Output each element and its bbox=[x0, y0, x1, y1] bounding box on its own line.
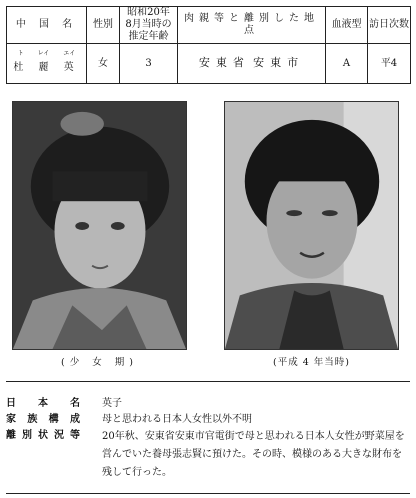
label-char: 構 bbox=[48, 414, 59, 425]
label-char: 家 bbox=[6, 414, 16, 425]
adult-portrait-image bbox=[225, 102, 398, 349]
header-age-line3: 推定年齢 bbox=[128, 31, 169, 42]
chinese-name: 杜 麗 英 bbox=[13, 62, 80, 73]
childhood-caption: (少 女 期) bbox=[61, 357, 138, 368]
label-char: 別 bbox=[22, 430, 32, 441]
label-char: 本 bbox=[38, 398, 48, 409]
label-char: 離 bbox=[6, 430, 16, 441]
label-char: 等 bbox=[70, 430, 80, 441]
row-japanese-name bbox=[6, 396, 410, 412]
value-japanese-name: 英子 bbox=[102, 398, 122, 409]
header-age-line2: 8月当時の bbox=[125, 19, 172, 30]
child-portrait-image bbox=[13, 102, 186, 349]
recent-photo bbox=[224, 101, 399, 350]
label-separation bbox=[6, 428, 94, 444]
header-chinese-name: 中 国 名 bbox=[7, 7, 87, 44]
value-separation bbox=[94, 428, 410, 482]
cell-chinese-name bbox=[7, 44, 87, 84]
label-char: 名 bbox=[70, 398, 80, 409]
label-char: 族 bbox=[27, 414, 38, 425]
separation-line: 残して行った。 bbox=[102, 467, 172, 478]
divider-top bbox=[6, 381, 410, 382]
cell-blood-type: A bbox=[326, 44, 368, 84]
cell-visit-count: 平4 bbox=[368, 44, 411, 84]
ruby-1: ト bbox=[17, 50, 24, 57]
recent-caption: (平成 4 年当時) bbox=[273, 357, 350, 368]
separation-line: 営んでいた養母張志賢に預けた。その時、模様のある大きな財布を bbox=[102, 449, 402, 460]
ruby-2: レイ bbox=[37, 50, 50, 57]
header-age-line1: 昭和20年 bbox=[127, 7, 170, 18]
place-city: 安東市 bbox=[253, 56, 305, 69]
cell-age: 3 bbox=[120, 44, 178, 84]
header-blood-type: 血液型 bbox=[326, 7, 368, 44]
table-header-row bbox=[7, 7, 411, 44]
label-japanese-name bbox=[6, 396, 94, 412]
row-family bbox=[6, 412, 410, 428]
label-char: 日 bbox=[6, 398, 16, 409]
label-family bbox=[6, 412, 94, 428]
name-ruby bbox=[7, 48, 86, 60]
details-section bbox=[6, 396, 410, 482]
label-char: 状 bbox=[38, 430, 48, 441]
label-char: 況 bbox=[54, 430, 64, 441]
separation-line: 20年秋、安東省安東市官電街で母と思われる日本人女性が野菜屋を bbox=[102, 431, 405, 442]
row-separation bbox=[6, 428, 410, 482]
childhood-photo bbox=[12, 101, 187, 350]
label-char: 成 bbox=[69, 414, 80, 425]
value-family: 母と思われる日本人女性以外不明 bbox=[102, 414, 252, 425]
header-separation-place: 肉親等と離別した地点 bbox=[178, 7, 326, 44]
divider-bottom bbox=[6, 493, 410, 494]
header-visit-count: 訪日次数 bbox=[368, 7, 411, 44]
header-estimated-age bbox=[120, 7, 178, 44]
table-row bbox=[7, 44, 411, 84]
info-table bbox=[6, 6, 411, 84]
cell-sex: 女 bbox=[87, 44, 120, 84]
header-sex: 性別 bbox=[87, 7, 120, 44]
place-province: 安東省 bbox=[198, 56, 250, 69]
cell-separation-place bbox=[178, 44, 326, 84]
ruby-3: エイ bbox=[63, 50, 76, 57]
